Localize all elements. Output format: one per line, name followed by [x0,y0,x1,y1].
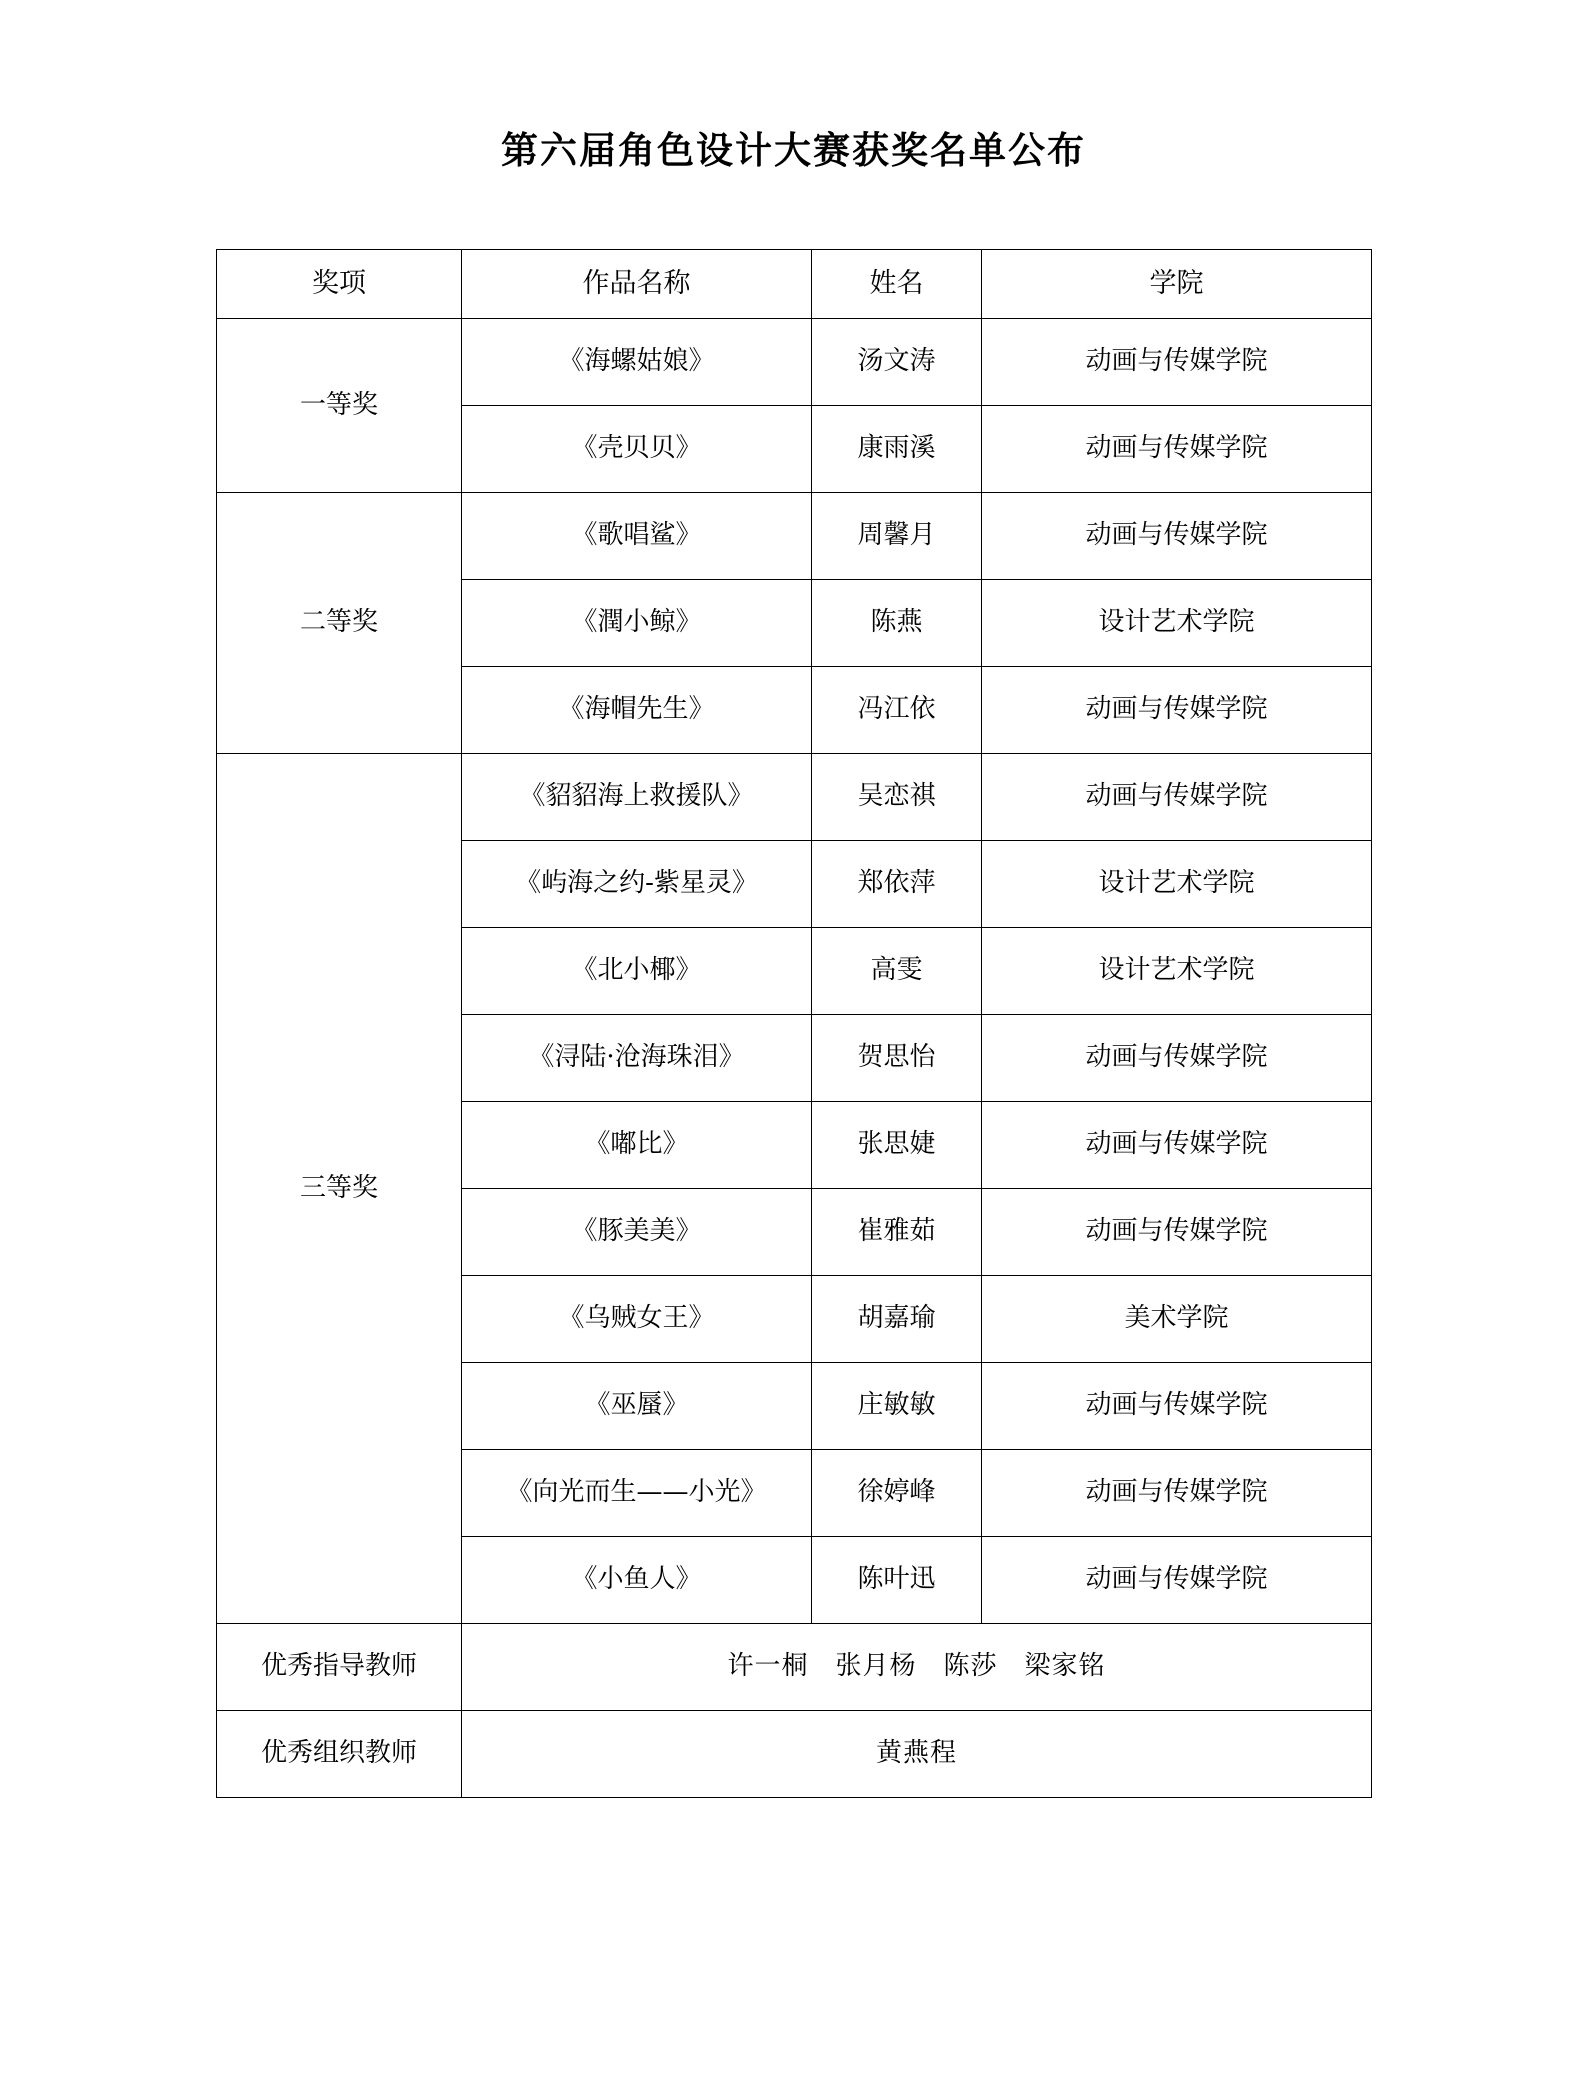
student-name: 郑依萍 [812,841,982,928]
college-name: 动画与传媒学院 [982,1189,1372,1276]
row-label-outstanding-advisors: 优秀指导教师 [217,1624,462,1711]
table-header-row [217,250,1372,319]
student-name: 胡嘉瑜 [812,1276,982,1363]
college-name: 动画与传媒学院 [982,1015,1372,1102]
work-title: 《嘟比》 [462,1102,812,1189]
work-title: 《小鱼人》 [462,1537,812,1624]
college-name: 动画与传媒学院 [982,754,1372,841]
outstanding-advisors-value: 许一桐 张月杨 陈莎 梁家铭 [462,1624,1372,1711]
work-title: 《壳贝贝》 [462,406,812,493]
row-label-outstanding-organizer: 优秀组织教师 [217,1711,462,1798]
work-title: 《北小椰》 [462,928,812,1015]
college-name: 动画与传媒学院 [982,1537,1372,1624]
work-title: 《屿海之约-紫星灵》 [462,841,812,928]
document-page [0,120,1587,2082]
column-header-award: 奖项 [217,250,462,319]
student-name: 陈叶迅 [812,1537,982,1624]
student-name: 高雯 [812,928,982,1015]
student-name: 庄敏敏 [812,1363,982,1450]
student-name: 吴恋祺 [812,754,982,841]
column-header-college: 学院 [982,250,1372,319]
outstanding-organizer-value: 黄燕程 [462,1711,1372,1798]
work-title: 《海帽先生》 [462,667,812,754]
student-name: 张思婕 [812,1102,982,1189]
table-row [217,754,1372,841]
work-title: 《乌贼女王》 [462,1276,812,1363]
table-row-outstanding-advisors [217,1624,1372,1711]
student-name: 周馨月 [812,493,982,580]
student-name: 陈燕 [812,580,982,667]
award-group-label: 二等奖 [217,493,462,754]
work-title: 《貂貂海上救援队》 [462,754,812,841]
work-title: 《海螺姑娘》 [462,319,812,406]
table-row [217,319,1372,406]
student-name: 汤文涛 [812,319,982,406]
college-name: 美术学院 [982,1276,1372,1363]
page-title: 第六届角色设计大赛获奖名单公布 [501,128,1086,172]
college-name: 动画与传媒学院 [982,667,1372,754]
college-name: 设计艺术学院 [982,841,1372,928]
column-header-work: 作品名称 [462,250,812,319]
student-name: 冯江依 [812,667,982,754]
column-header-name: 姓名 [812,250,982,319]
award-table-container [216,249,1371,1798]
table-row [217,493,1372,580]
student-name: 徐婷峰 [812,1450,982,1537]
work-title: 《歌唱鲨》 [462,493,812,580]
work-title: 《向光而生——小光》 [462,1450,812,1537]
college-name: 设计艺术学院 [982,928,1372,1015]
table-row-outstanding-organizer [217,1711,1372,1798]
award-list-table [216,249,1372,1798]
college-name: 动画与传媒学院 [982,1363,1372,1450]
work-title: 《浔陆·沧海珠泪》 [462,1015,812,1102]
college-name: 设计艺术学院 [982,580,1372,667]
college-name: 动画与传媒学院 [982,493,1372,580]
college-name: 动画与传媒学院 [982,319,1372,406]
college-name: 动画与传媒学院 [982,406,1372,493]
student-name: 康雨溪 [812,406,982,493]
student-name: 崔雅茹 [812,1189,982,1276]
work-title: 《巫蜃》 [462,1363,812,1450]
college-name: 动画与传媒学院 [982,1450,1372,1537]
award-group-label: 三等奖 [217,754,462,1624]
work-title: 《豚美美》 [462,1189,812,1276]
college-name: 动画与传媒学院 [982,1102,1372,1189]
award-group-label: 一等奖 [217,319,462,493]
student-name: 贺思怡 [812,1015,982,1102]
work-title: 《潤小鲸》 [462,580,812,667]
